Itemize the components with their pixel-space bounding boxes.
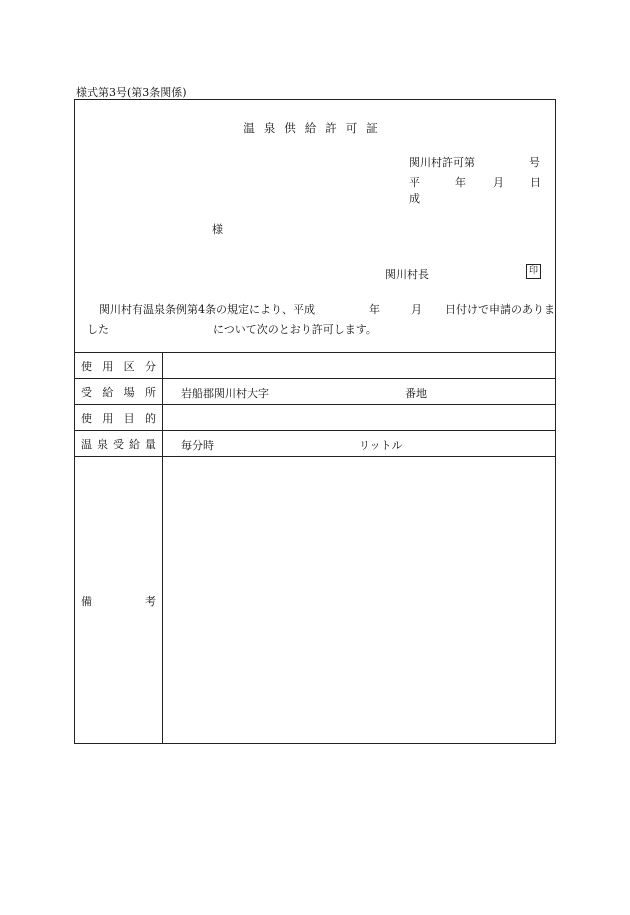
statement-line1-b: 日付けで申請のありま — [445, 303, 555, 316]
label-char: 温 — [81, 437, 92, 451]
label-char: 使 — [81, 411, 92, 425]
permit-number-prefix: 関川村許可第 — [409, 156, 475, 169]
row-supply-amount — [75, 431, 555, 457]
value-remarks[interactable] — [163, 457, 555, 744]
label-supply-location — [75, 379, 163, 404]
label-char: 泉 — [97, 437, 108, 451]
label-usage-category — [75, 353, 163, 378]
label-char: 考 — [145, 594, 156, 608]
label-char: 給 — [129, 437, 140, 451]
value-supply-location[interactable] — [163, 379, 555, 404]
label-char: 目 — [123, 411, 135, 425]
permit-number-suffix: 号 — [529, 156, 540, 169]
row-usage-purpose — [75, 405, 555, 431]
permit-statement — [87, 300, 555, 340]
amount-unit: リットル — [359, 439, 403, 452]
statement-line1-a: 関川村有温泉条例第4条の規定により、平成 — [99, 303, 315, 316]
amount-prefix: 毎分時 — [181, 439, 214, 452]
label-char: 場 — [123, 385, 135, 399]
value-supply-amount[interactable] — [163, 431, 555, 456]
label-char: 量 — [145, 437, 156, 451]
value-usage-purpose[interactable] — [163, 405, 555, 430]
recipient-honorific: 様 — [212, 223, 223, 236]
label-remarks — [75, 457, 163, 744]
form-number: 様式第3号(第3条関係) — [76, 86, 187, 99]
label-char: 区 — [123, 359, 135, 373]
statement-line2-b: について次のとおり許可します。 — [213, 323, 377, 336]
date-day: 日 — [530, 176, 541, 189]
location-prefix: 岩船郡関川村大字 — [181, 387, 269, 400]
value-usage-category[interactable] — [163, 353, 555, 378]
label-supply-amount — [75, 431, 163, 456]
label-char: 分 — [144, 359, 156, 373]
label-char: 使 — [81, 359, 92, 373]
statement-year: 年 — [369, 303, 380, 316]
label-char: 所 — [144, 385, 156, 399]
issuer-title: 関川村長 — [385, 268, 429, 281]
document-title: 温泉供給許可証 — [243, 121, 387, 135]
label-char: 受 — [81, 385, 92, 399]
row-remarks — [75, 457, 555, 744]
label-char: 用 — [102, 359, 114, 373]
location-suffix: 番地 — [405, 387, 427, 400]
seal-mark: 印 — [526, 264, 541, 279]
label-char: 受 — [113, 437, 124, 451]
permit-number — [409, 154, 540, 170]
date-era: 平成 — [409, 176, 420, 205]
row-usage-category — [75, 353, 555, 379]
row-supply-location — [75, 379, 555, 405]
label-char: 備 — [81, 594, 92, 608]
permit-table — [75, 352, 555, 744]
label-usage-purpose — [75, 405, 163, 430]
label-char: 的 — [144, 411, 156, 425]
permit-form — [74, 99, 556, 744]
date-year: 年 — [455, 176, 466, 189]
label-char: 用 — [102, 411, 114, 425]
label-char: 給 — [102, 385, 114, 399]
statement-month: 月 — [411, 303, 422, 316]
statement-line2-a: した — [87, 323, 109, 336]
date-month: 月 — [493, 176, 504, 189]
